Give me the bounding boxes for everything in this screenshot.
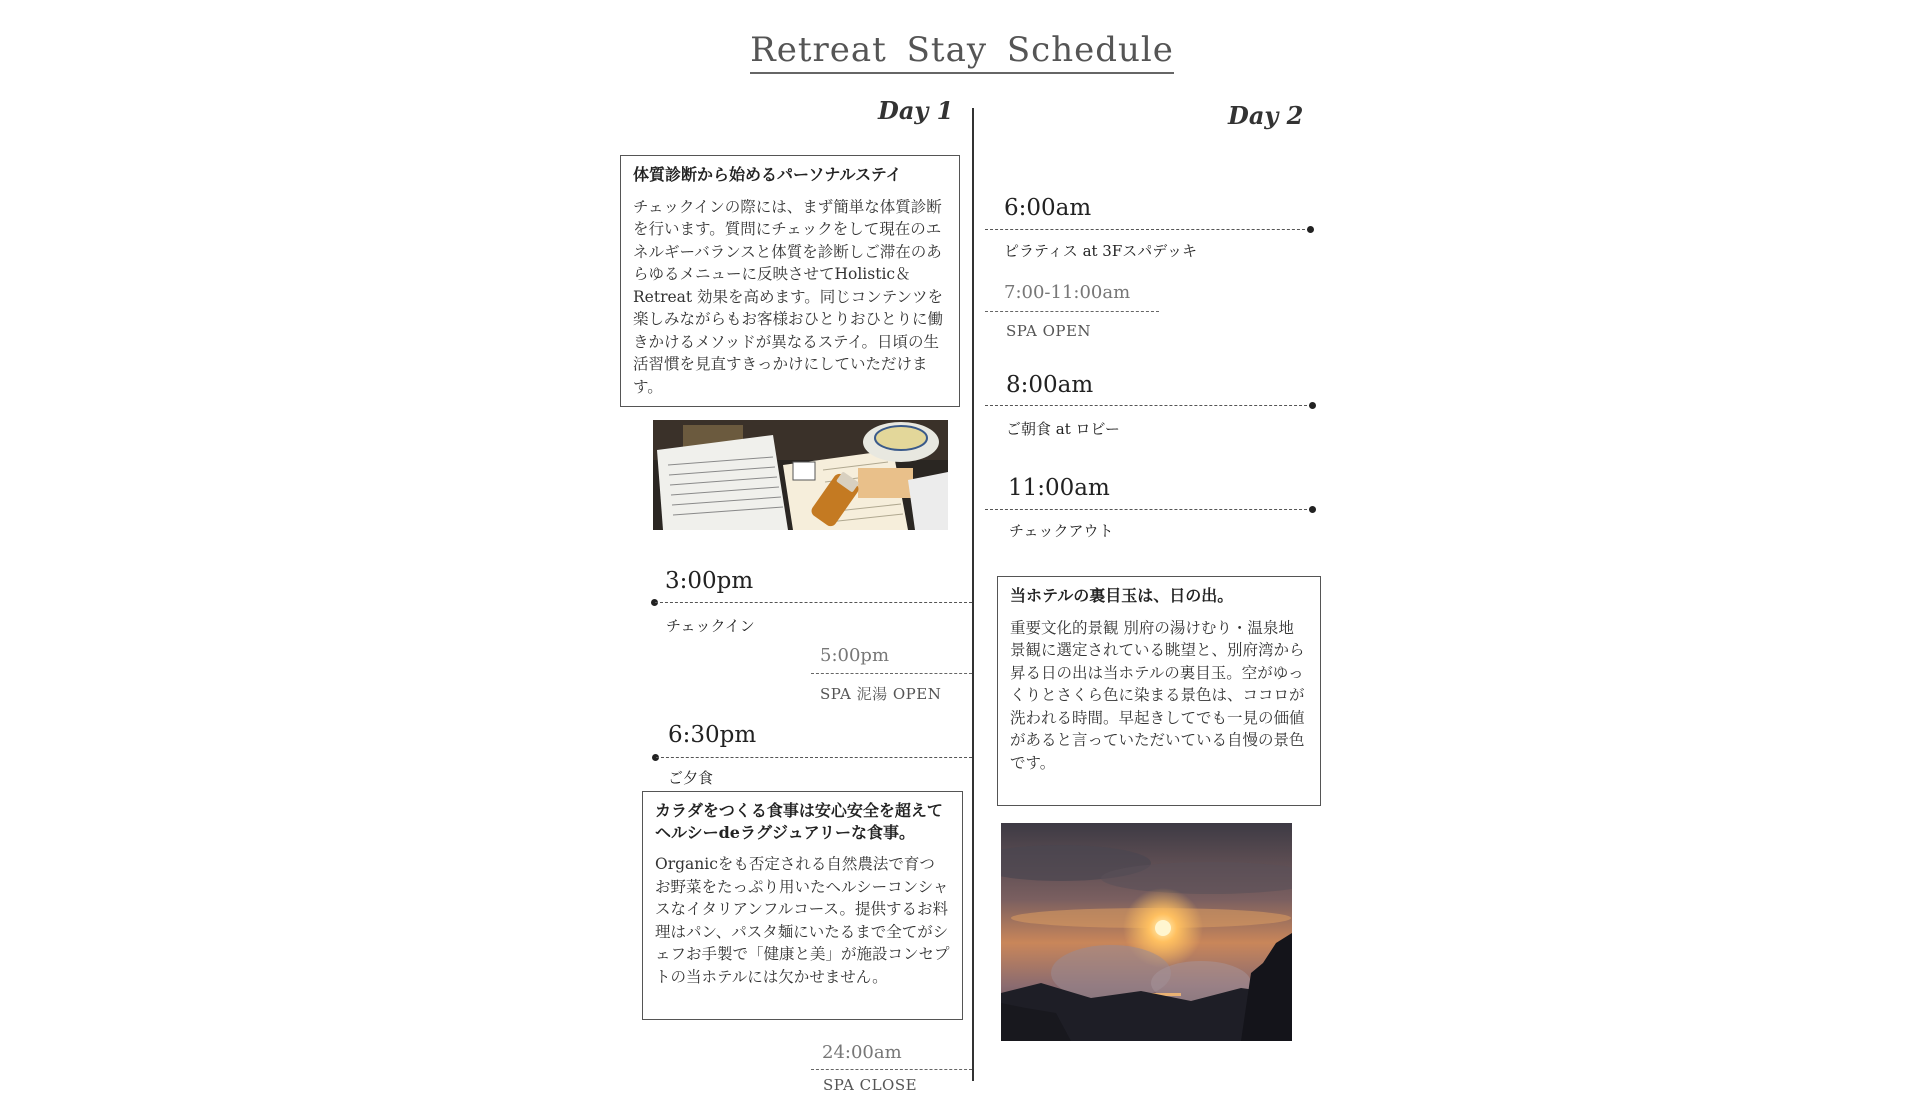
day1-card-title: 体質診断から始めるパーソナルステイ <box>633 165 902 184</box>
day1-event-line <box>655 602 972 603</box>
day1-sub-time: 5:00pm <box>820 645 890 666</box>
day1-card-body: チェックインの際には、まず簡単な体質診断を行います。質問にチェックをして現在のエネルギーバランスと体質を診断しご滞在のあらゆるメニューに反映させてHolistic＆Retreat 効果を高めます。同じコンテンツを楽しみながらもお客様おひとりおひとりに働きかけるメソッドが異なるステイ。日頃の生活習慣を見直すきっかけにしていただけます。 <box>633 197 944 396</box>
day2-event-dot <box>1309 402 1316 409</box>
day2-sub-line <box>985 311 1159 312</box>
day1-sub-line <box>811 1069 972 1070</box>
day2-card-title: 当ホテルの裏目玉は、日の出。 <box>1010 586 1234 605</box>
day2-sub-label: SPA OPEN <box>1006 322 1092 340</box>
sunrise-photo <box>1001 823 1292 1041</box>
day2-event-time: 8:00am <box>1006 372 1094 398</box>
day2-event-line <box>985 405 1312 406</box>
day2-event-label: ピラティス at 3Fスパデッキ <box>1004 242 1197 260</box>
sunrise-photo-illustration <box>1001 823 1292 1041</box>
day2-event-dot <box>1309 506 1316 513</box>
day2-header: Day 2 <box>1228 101 1304 130</box>
day1-dinner-card <box>642 791 963 1020</box>
day2-event-line <box>985 229 1310 230</box>
day1-event-label: チェックイン <box>666 617 755 635</box>
day2-sunrise-card <box>997 576 1321 806</box>
day1-diagnosis-card <box>620 155 960 407</box>
day2-event-time: 11:00am <box>1008 475 1110 501</box>
diagnosis-photo <box>653 420 948 530</box>
page-title <box>0 30 1924 70</box>
day1-card2-body: Organicをも否定される自然農法で育つお野菜をたっぷり用いたヘルシーコンシャスなイタリアンフルコース。提供するお料理はパン、パスタ麺にいたるまで全てがシェフお手製で「健康と美」が施設コンセプトの当ホテルには欠かせません。 <box>655 855 950 986</box>
timeline-spine <box>972 108 974 1081</box>
day2-card-body: 重要文化的景観 別府の湯けむり・温泉地景観に選定されている眺望と、別府湾から昇る日の出は当ホテルの裏目玉。空がゆっくりとさくら色に染まる景色は、ココロが洗われる時間。早起きしてでも一見の価値があると言っていただいている自慢の景色です。 <box>1010 618 1305 772</box>
day2-event-time: 6:00am <box>1004 195 1092 221</box>
day1-event-label: ご夕食 <box>668 769 714 787</box>
day1-event-time: 6:30pm <box>668 722 757 748</box>
day2-sub-time: 7:00-11:00am <box>1004 282 1131 303</box>
day2-event-label: ご朝食 at ロビー <box>1006 420 1120 438</box>
diagnosis-photo-illustration <box>653 420 948 530</box>
day1-header: Day 1 <box>878 96 954 125</box>
day2-event-dot <box>1307 226 1314 233</box>
title-text: Retreat Stay Schedule <box>750 30 1174 74</box>
day2-event-line <box>985 509 1312 510</box>
day1-card2-title: カラダをつくる食事は安心安全を超えてヘルシーdeラグジュアリーな食事。 <box>655 801 943 842</box>
day1-sub-label: SPA CLOSE <box>823 1076 918 1094</box>
day2-event-label: チェックアウト <box>1009 522 1114 540</box>
day1-event-time: 3:00pm <box>665 568 754 594</box>
day1-sub-label: SPA 泥湯 OPEN <box>820 685 942 703</box>
day1-event-line <box>656 757 972 758</box>
day1-sub-time: 24:00am <box>822 1042 902 1063</box>
day1-sub-line <box>811 673 972 674</box>
